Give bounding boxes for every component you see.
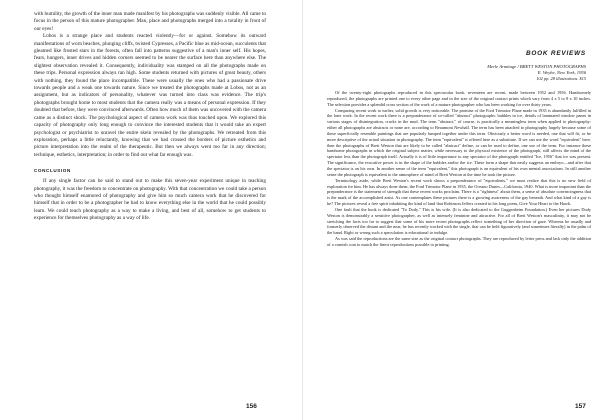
review-byline: Merle Armitage / BRETT WESTON PHOTOGRAPHS xyxy=(487,64,586,69)
section-title: BOOK REVIEWS xyxy=(525,50,586,57)
review-paragraph: One fault that the book is dedicated "To Dody." This is his wife. (It is also dedicated to the Guggenheim Foundation.) Even her pictures Dody Weston is demonstrably a sensitive photographer, as well as intensely feminine and attractive. For all of Brett Weston's masculinity, it may not be stretching the facts too far to suggest that some of his more recent photographs reflect something of her direction of gaze. Whereas he usually and formerly observed the distant and the near, he has recently worked with the single, that can be held figuratively (and sometimes literally) in the palm of the hand. Right or wrong such a speculation is educational to indulge. xyxy=(327,206,591,236)
body-paragraph: with humility, the growth of the inner man made manifest by his photographs was suddenly visible. All came to focus in the person of this mature photographer. Man, place and photographs merged into a totality in front of our eyes! xyxy=(34,11,266,32)
body-paragraph: Lobos is a strange place and students reacted violently—for or against. Somehow its outward manifestations of worn beaches, plunging cliffs, twisted Cypresses, a Pacific blue as mid-ocean, succulents that gleamed like frosted stars in the forests, often fall into patterns suggestive of a man's inner self. His hopes, fears, hungers, inner drives and hidden corners seemed to be nearer the surface here than anywhere else. The slightest observation revealed it. Consequently, individuality was stamped on all the photographs made on these trips. Personal expression always ran high. Some students returned with pictures of great beauty, others with nothing, they found the place incompatible. These were usually the ones who had a passionate drive towards people and a weak one towards nature. Since we treated the photographs made at Lobos, not as an assignment, but as indicators of personality, whatever was turned into class was evidence. The trip's photographs brought home to most students that the camera really was a means of personal expression. If they doubted that before, they were convinced afterwards. Often how much of them was uncovered with the camera came as a distinct shock. The psychological aspect of camera work was thus touched upon. We explored this capacity of photography only long enough to convince the interested students that it would take an expert psychologist or psychiatrist to unravel the entire skein revealed by the photographs. We retreated from this exploration, perhaps a little reluctantly, knowing that we had crossed the borders of picture esthetics and picture interpretation into the realm of the therapeutic. But then we always went too far in any direction; technique, esthetics, interpretation; in order to find out what far enough was. xyxy=(34,33,266,158)
conclusion-heading: CONCLUSION xyxy=(34,168,71,174)
left-text-column xyxy=(34,11,266,223)
review-details: 102 pp. 28 illustrations. $15 xyxy=(536,76,586,82)
review-paragraph: Terminology aside, while Brett Weston's recent work shows a preponderance of "equivalents," we must realize that this is no new field of exploration for him. He has always done them; the Ford Trimotor Plane in 1935, the Oceano Dunes—California, 1940. What is more important than the preponderance is the statement of strength that these recent works proclaim. There is a "rightness" about them, a sense of absolute convincingness that is the mark of the accomplished artist. As one contemplates these pictures there is a growing awareness of the gay beneath. And what kind of a gay is he? The pictures reveal a free spirit inhabiting the kind of land that Robinson Jeffers created in his long poem, Give Your Heart to the Hawk. xyxy=(327,177,591,207)
right-page xyxy=(303,0,606,420)
page-number: 157 xyxy=(575,403,586,410)
review-header xyxy=(487,50,586,83)
conclusion-paragraph: If any single factor can be said to stand out to make this seven-year experiment unique in teaching photography, it was the freedom to concentrate on photography. With that concentration we could take a person who thought himself enamored of photography and give him so much camera work that he discovered for himself that in order to be a photographer he had to know everything else in the world that he could possibly learn. We could teach photography as a way to make a living, and best of all, somehow to get students to experience for themselves photography as a way of life. xyxy=(34,178,266,222)
review-paragraph: Comparing recent work to earlier, solid growth is very noticeable. The promise of the Ford Trimotor Plane made in 1935 is abundantly fulfilled in the later work. In the recent work there is a preponderance of so-called "abstract" photographs: bubbles in ice, details of laminated window panes in various stages of disintegration, cracks in the mud. The term "abstract," of course, is practically a meaningless term when applied to photography: either all photographs are abstracts or none are, according to Beaumont Newhall. The term has been attached to photography largely because some of these superficially resemble paintings that are popularly lumped together under this term. Obviously a better word is needed, one that will fit, or be more descriptive of the actual situation in photography. The term "equivalent" is offered here as a substitute. If we can use the word "equivalent" here, then the photographs of Brett Weston that are likely to be called "abstract" define, or can be used to define, one use of the term. For instance these handsome photographs in which the original subject matter, while necessary to the physical existence of the photograph, still affects the mind of the spectator less than the photograph itself. Actually it is of little importance to any spectator of the photograph entitled "Ice, 1956" that ice was present. The significance, the evocative power is in the shape of the bubbles and/or the ice. These form a shape that easily suggests an embryo—and after that the spectator is on his own. In another sense of the term "equivalent," this photograph is an equivalent of his own mental associations. In still another sense the photograph is equivalent to the atmosphere of mind of Brett Weston at the time he took the picture. xyxy=(327,107,591,177)
review-paragraph: As was said the reproductions are the same size as the original contact photographs. They are reproduced by letter press and lack only the addition of a varnish coat to match the finest reproductions possible to printing. xyxy=(327,236,591,247)
review-publisher: E. Weyhe, New York, 1956 xyxy=(537,70,586,76)
review-text-column xyxy=(327,90,591,248)
page-number: 156 xyxy=(246,403,257,410)
review-paragraph: Of the twenty-eight photographs reproduced in this spectacular book, seventeen are recent, made between 1952 and 1956. Handsomely reproduced, the photographs are printed one to every other page and in the size of the original contact prints which vary from 4 x 5 to 8 x 10 inches. The selection provides a splendid cross section of the work of a mature photographer who has been working for over thirty years. xyxy=(327,90,591,107)
